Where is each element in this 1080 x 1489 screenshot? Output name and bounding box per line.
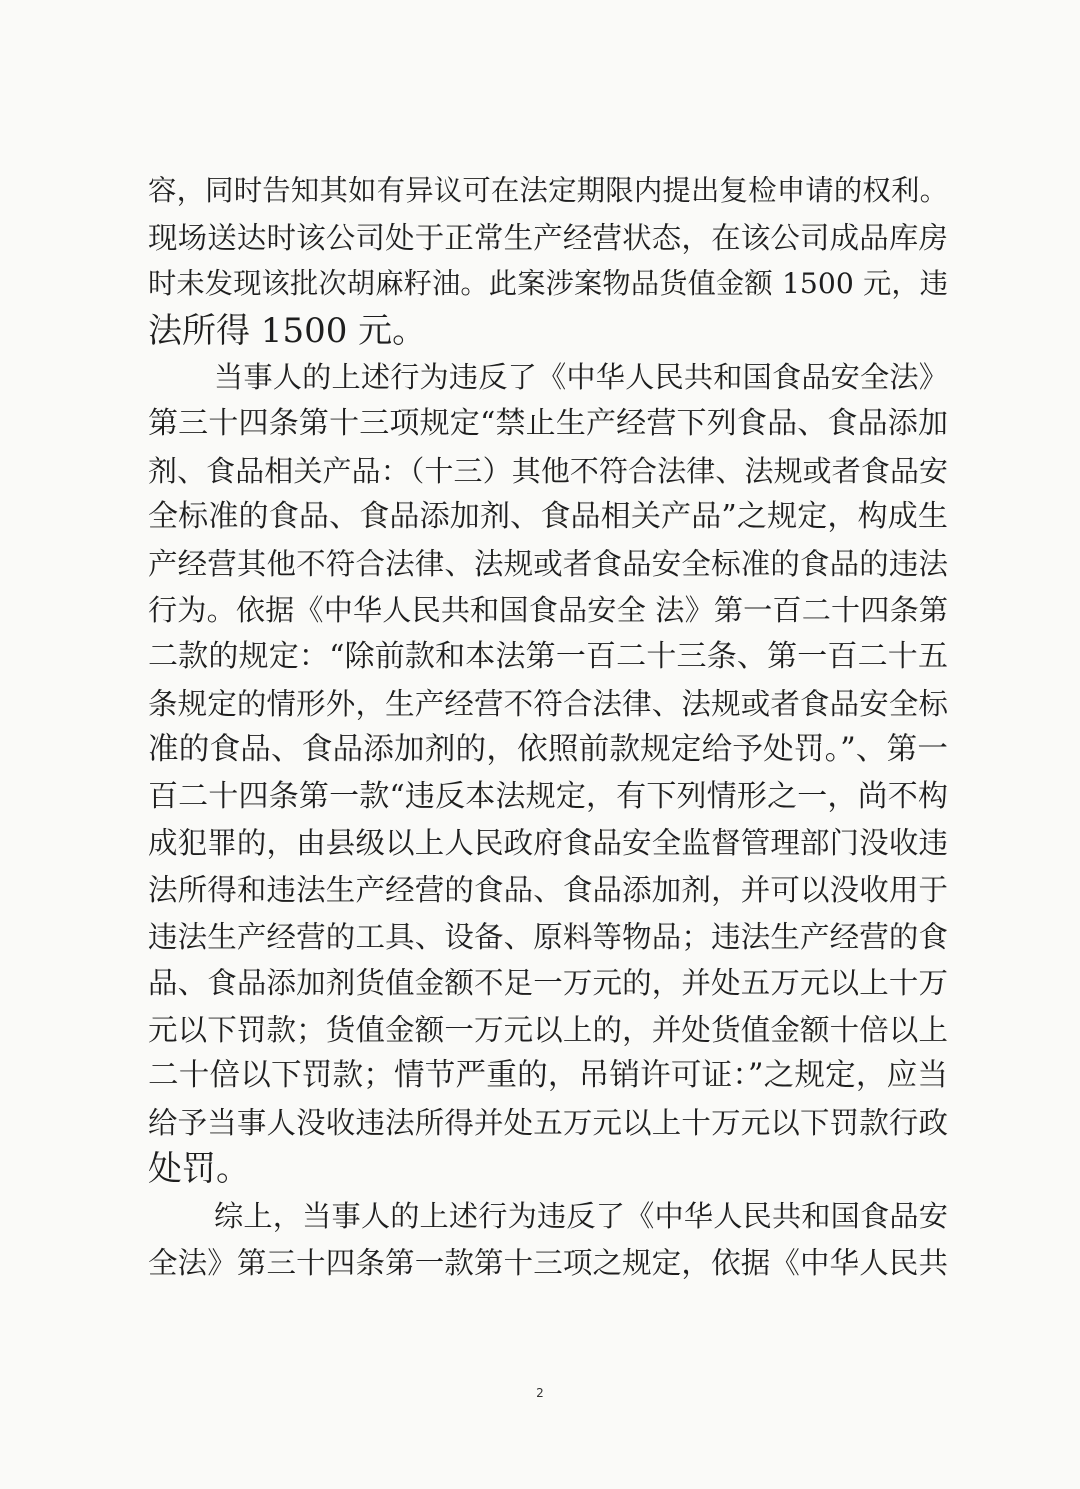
text-line-13: 准的食品、食品添加剂的，依照前款规定给予处罚。”、第一 <box>148 732 948 768</box>
text-line-3: 时未发现该批次胡麻籽油。此案涉案物品货值金额 1500 元，违 <box>148 267 948 301</box>
text-line-14: 百二十四条第一款“违反本法规定，有下列情形之一，尚不构 <box>148 778 948 814</box>
page-number: 2 <box>536 1386 544 1400</box>
text-line-22: 处罚。 <box>148 1149 250 1190</box>
body-text <box>148 168 948 1286</box>
text-line-1: 容，同时告知其如有异议可在法定期限内提出复检申请的权利。 <box>148 174 948 207</box>
text-line-24: 全法》第三十四条第一款第十三项之规定，依据《中华人民共 <box>148 1245 948 1280</box>
text-line-4: 法所得 1500 元。 <box>148 310 427 351</box>
text-line-15: 成犯罪的，由县级以上人民政府食品安全监督管理部门没收违 <box>148 826 948 861</box>
text-line-19: 元以下罚款；货值金额一万元以上的，并处货值金额十倍以上 <box>148 1012 948 1047</box>
text-line-2: 现场送达时该公司处于正常生产经营状态，在该公司成品库房 <box>148 220 948 255</box>
text-line-23: 综上，当事人的上述行为违反了《中华人民共和国食品安 <box>214 1199 948 1234</box>
text-line-10: 行为。依据《中华人民共和国食品安全 法》第一百二十四条第 <box>148 593 948 628</box>
text-line-9: 产经营其他不符合法律、法规或者食品安全标准的食品的违法 <box>148 546 948 581</box>
text-line-7: 剂、食品相关产品：（十三）其他不符合法律、法规或者食品安 <box>148 453 948 488</box>
text-line-18: 品、食品添加剂货值金额不足一万元的，并处五万元以上十万 <box>148 966 948 1001</box>
text-line-12: 条规定的情形外，生产经营不符合法律、法规或者食品安全标 <box>148 686 948 721</box>
text-line-6: 第三十四条第十三项规定“禁止生产经营下列食品、食品添加 <box>148 405 948 441</box>
text-line-5: 当事人的上述行为违反了《中华人民共和国食品安全法》 <box>214 360 948 395</box>
text-line-21: 给予当事人没收违法所得并处五万元以上十万元以下罚款行政 <box>148 1105 948 1140</box>
text-line-17: 违法生产经营的工具、设备、原料等物品；违法生产经营的食 <box>148 919 948 954</box>
text-line-16: 法所得和违法生产经营的食品、食品添加剂，并可以没收用于 <box>148 872 948 907</box>
text-line-11: 二款的规定：“除前款和本法第一百二十三条、第一百二十五 <box>148 638 948 674</box>
text-line-8: 全标准的食品、食品添加剂、食品相关产品”之规定，构成生 <box>148 499 948 535</box>
text-line-20: 二十倍以下罚款；情节严重的，吊销许可证：”之规定，应当 <box>148 1058 948 1094</box>
